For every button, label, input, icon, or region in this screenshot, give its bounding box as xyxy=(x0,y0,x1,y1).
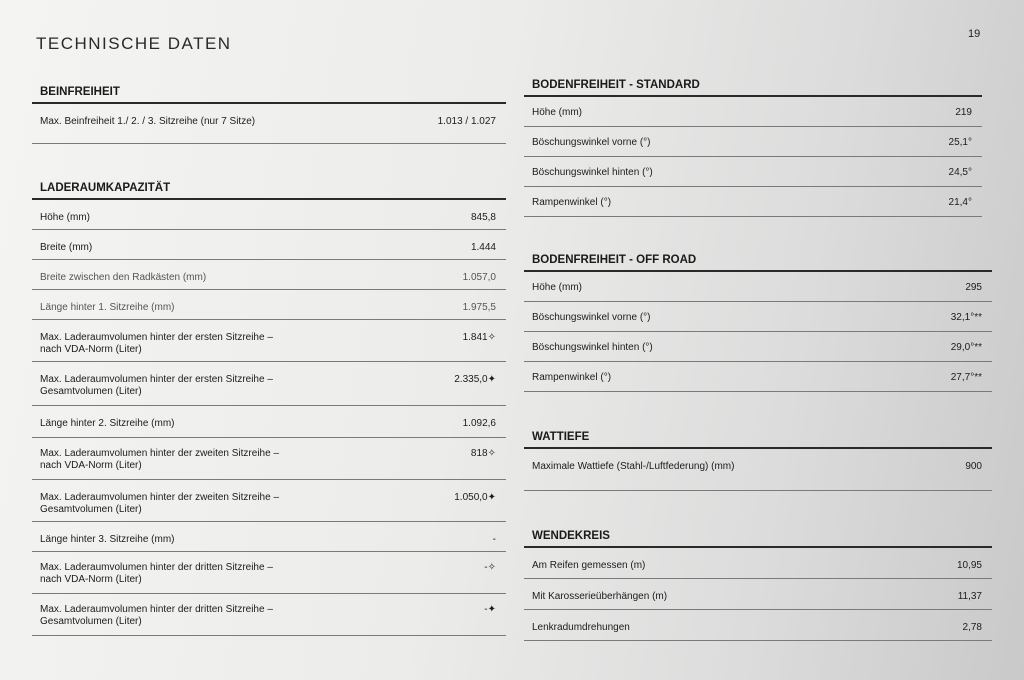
page-number: 19 xyxy=(968,28,981,40)
table-row xyxy=(32,260,506,290)
table-row xyxy=(32,522,506,552)
row-label: Breite zwischen den Radkästen (mm) xyxy=(40,272,207,283)
row-label: Böschungswinkel hinten (°) xyxy=(532,342,653,353)
row-value: 1.057,0 xyxy=(462,272,496,283)
row-label: Höhe (mm) xyxy=(532,107,583,118)
section-heading: WATTIEFE xyxy=(524,431,992,449)
row-value: 11,37 xyxy=(957,591,982,602)
table-row xyxy=(524,157,982,187)
row-label: Max. Laderaumvolumen hinter der zweiten Sitzreihe – nach VDA-Norm (Liter) xyxy=(40,448,280,471)
row-label: Max. Laderaumvolumen hinter der ersten Sitzreihe – nach VDA-Norm (Liter) xyxy=(40,332,273,355)
table-row xyxy=(32,362,506,406)
section-heading: BODENFREIHEIT - OFF ROAD xyxy=(524,254,992,272)
section-heading: WENDEKREIS xyxy=(524,530,992,548)
table-row xyxy=(524,187,982,217)
row-value: 25,1° xyxy=(948,137,972,148)
table-row xyxy=(524,272,992,302)
row-value: 1.841✧ xyxy=(462,332,496,343)
table-row xyxy=(32,320,506,362)
row-label: Länge hinter 1. Sitzreihe (mm) xyxy=(40,302,175,313)
row-value: 1.975,5 xyxy=(462,302,496,313)
row-value: 900 xyxy=(965,461,982,472)
section-heading: LADERAUMKAPAZITÄT xyxy=(32,182,506,200)
row-label: Lenkradumdrehungen xyxy=(532,622,630,633)
row-value: 1.050,0✦ xyxy=(454,492,496,503)
table-row xyxy=(524,610,992,641)
row-label: Böschungswinkel vorne (°) xyxy=(532,312,651,323)
table-row xyxy=(524,302,992,332)
section-heading: BODENFREIHEIT - STANDARD xyxy=(524,79,982,97)
row-label: Maximale Wattiefe (Stahl-/Luftfederung) (mm) xyxy=(532,461,735,472)
table-row xyxy=(524,332,992,362)
row-value: 2.335,0✦ xyxy=(454,374,496,385)
row-label: Böschungswinkel vorne (°) xyxy=(532,137,651,148)
row-value: 32,1°** xyxy=(950,312,982,323)
row-label: Max. Laderaumvolumen hinter der ersten Sitzreihe – Gesamtvolumen (Liter) xyxy=(40,374,273,397)
table-row xyxy=(524,97,982,127)
table-row xyxy=(32,552,506,594)
table-row xyxy=(32,230,506,260)
table-row xyxy=(32,406,506,438)
row-value: 1.092,6 xyxy=(462,418,496,429)
row-label: Max. Laderaumvolumen hinter der dritten Sitzreihe – Gesamtvolumen (Liter) xyxy=(40,604,273,627)
row-value: - xyxy=(492,534,496,545)
row-label: Höhe (mm) xyxy=(532,282,583,293)
table-row xyxy=(32,200,506,230)
table-row xyxy=(524,579,992,610)
row-value: 10,95 xyxy=(956,560,982,571)
row-value: 295 xyxy=(965,282,982,293)
section-wattiefe xyxy=(524,431,992,491)
row-label: Mit Karosserieüberhängen (m) xyxy=(532,591,668,602)
row-value: 27,7°** xyxy=(950,372,982,383)
section-beinfreiheit xyxy=(32,86,506,144)
row-label: Höhe (mm) xyxy=(40,212,91,223)
table-row xyxy=(524,449,992,491)
row-value: 29,0°** xyxy=(950,342,982,353)
row-label: Länge hinter 2. Sitzreihe (mm) xyxy=(40,418,175,429)
section-laderaum xyxy=(32,182,506,636)
row-label: Max. Laderaumvolumen hinter der dritten Sitzreihe – nach VDA-Norm (Liter) xyxy=(40,562,273,585)
table-row xyxy=(32,438,506,480)
row-value: -✦ xyxy=(484,604,496,615)
table-row xyxy=(32,480,506,522)
row-label: Breite (mm) xyxy=(40,242,93,253)
row-label: Rampenwinkel (°) xyxy=(532,372,612,383)
row-value: 21,4° xyxy=(948,197,972,208)
section-bodenfreiheit-offroad xyxy=(524,254,992,392)
row-value: 845,8 xyxy=(470,212,496,223)
row-value: 1.444 xyxy=(470,242,496,253)
table-row xyxy=(32,594,506,636)
table-row xyxy=(524,548,992,579)
row-label: Böschungswinkel hinten (°) xyxy=(532,167,653,178)
table-row xyxy=(524,362,992,392)
row-label: Am Reifen gemessen (m) xyxy=(532,560,646,571)
section-heading: BEINFREIHEIT xyxy=(32,86,506,104)
table-row xyxy=(32,104,506,144)
row-value: 219 xyxy=(955,107,972,118)
row-value: 24,5° xyxy=(948,167,972,178)
row-label: Länge hinter 3. Sitzreihe (mm) xyxy=(40,534,175,545)
section-bodenfreiheit-standard xyxy=(524,79,982,217)
section-wendekreis xyxy=(524,530,992,641)
page-title: TECHNISCHE DATEN xyxy=(36,34,232,53)
table-row xyxy=(32,290,506,320)
row-value: -✧ xyxy=(484,562,496,573)
row-label: Max. Beinfreiheit 1./ 2. / 3. Sitzreihe (nur 7 Sitze) xyxy=(40,116,256,127)
row-label: Max. Laderaumvolumen hinter der zweiten Sitzreihe – Gesamtvolumen (Liter) xyxy=(40,492,280,515)
row-label: Rampenwinkel (°) xyxy=(532,197,612,208)
row-value: 1.013 / 1.027 xyxy=(437,116,496,127)
row-value: 818✧ xyxy=(470,448,496,459)
row-value: 2,78 xyxy=(962,622,982,633)
table-row xyxy=(524,127,982,157)
